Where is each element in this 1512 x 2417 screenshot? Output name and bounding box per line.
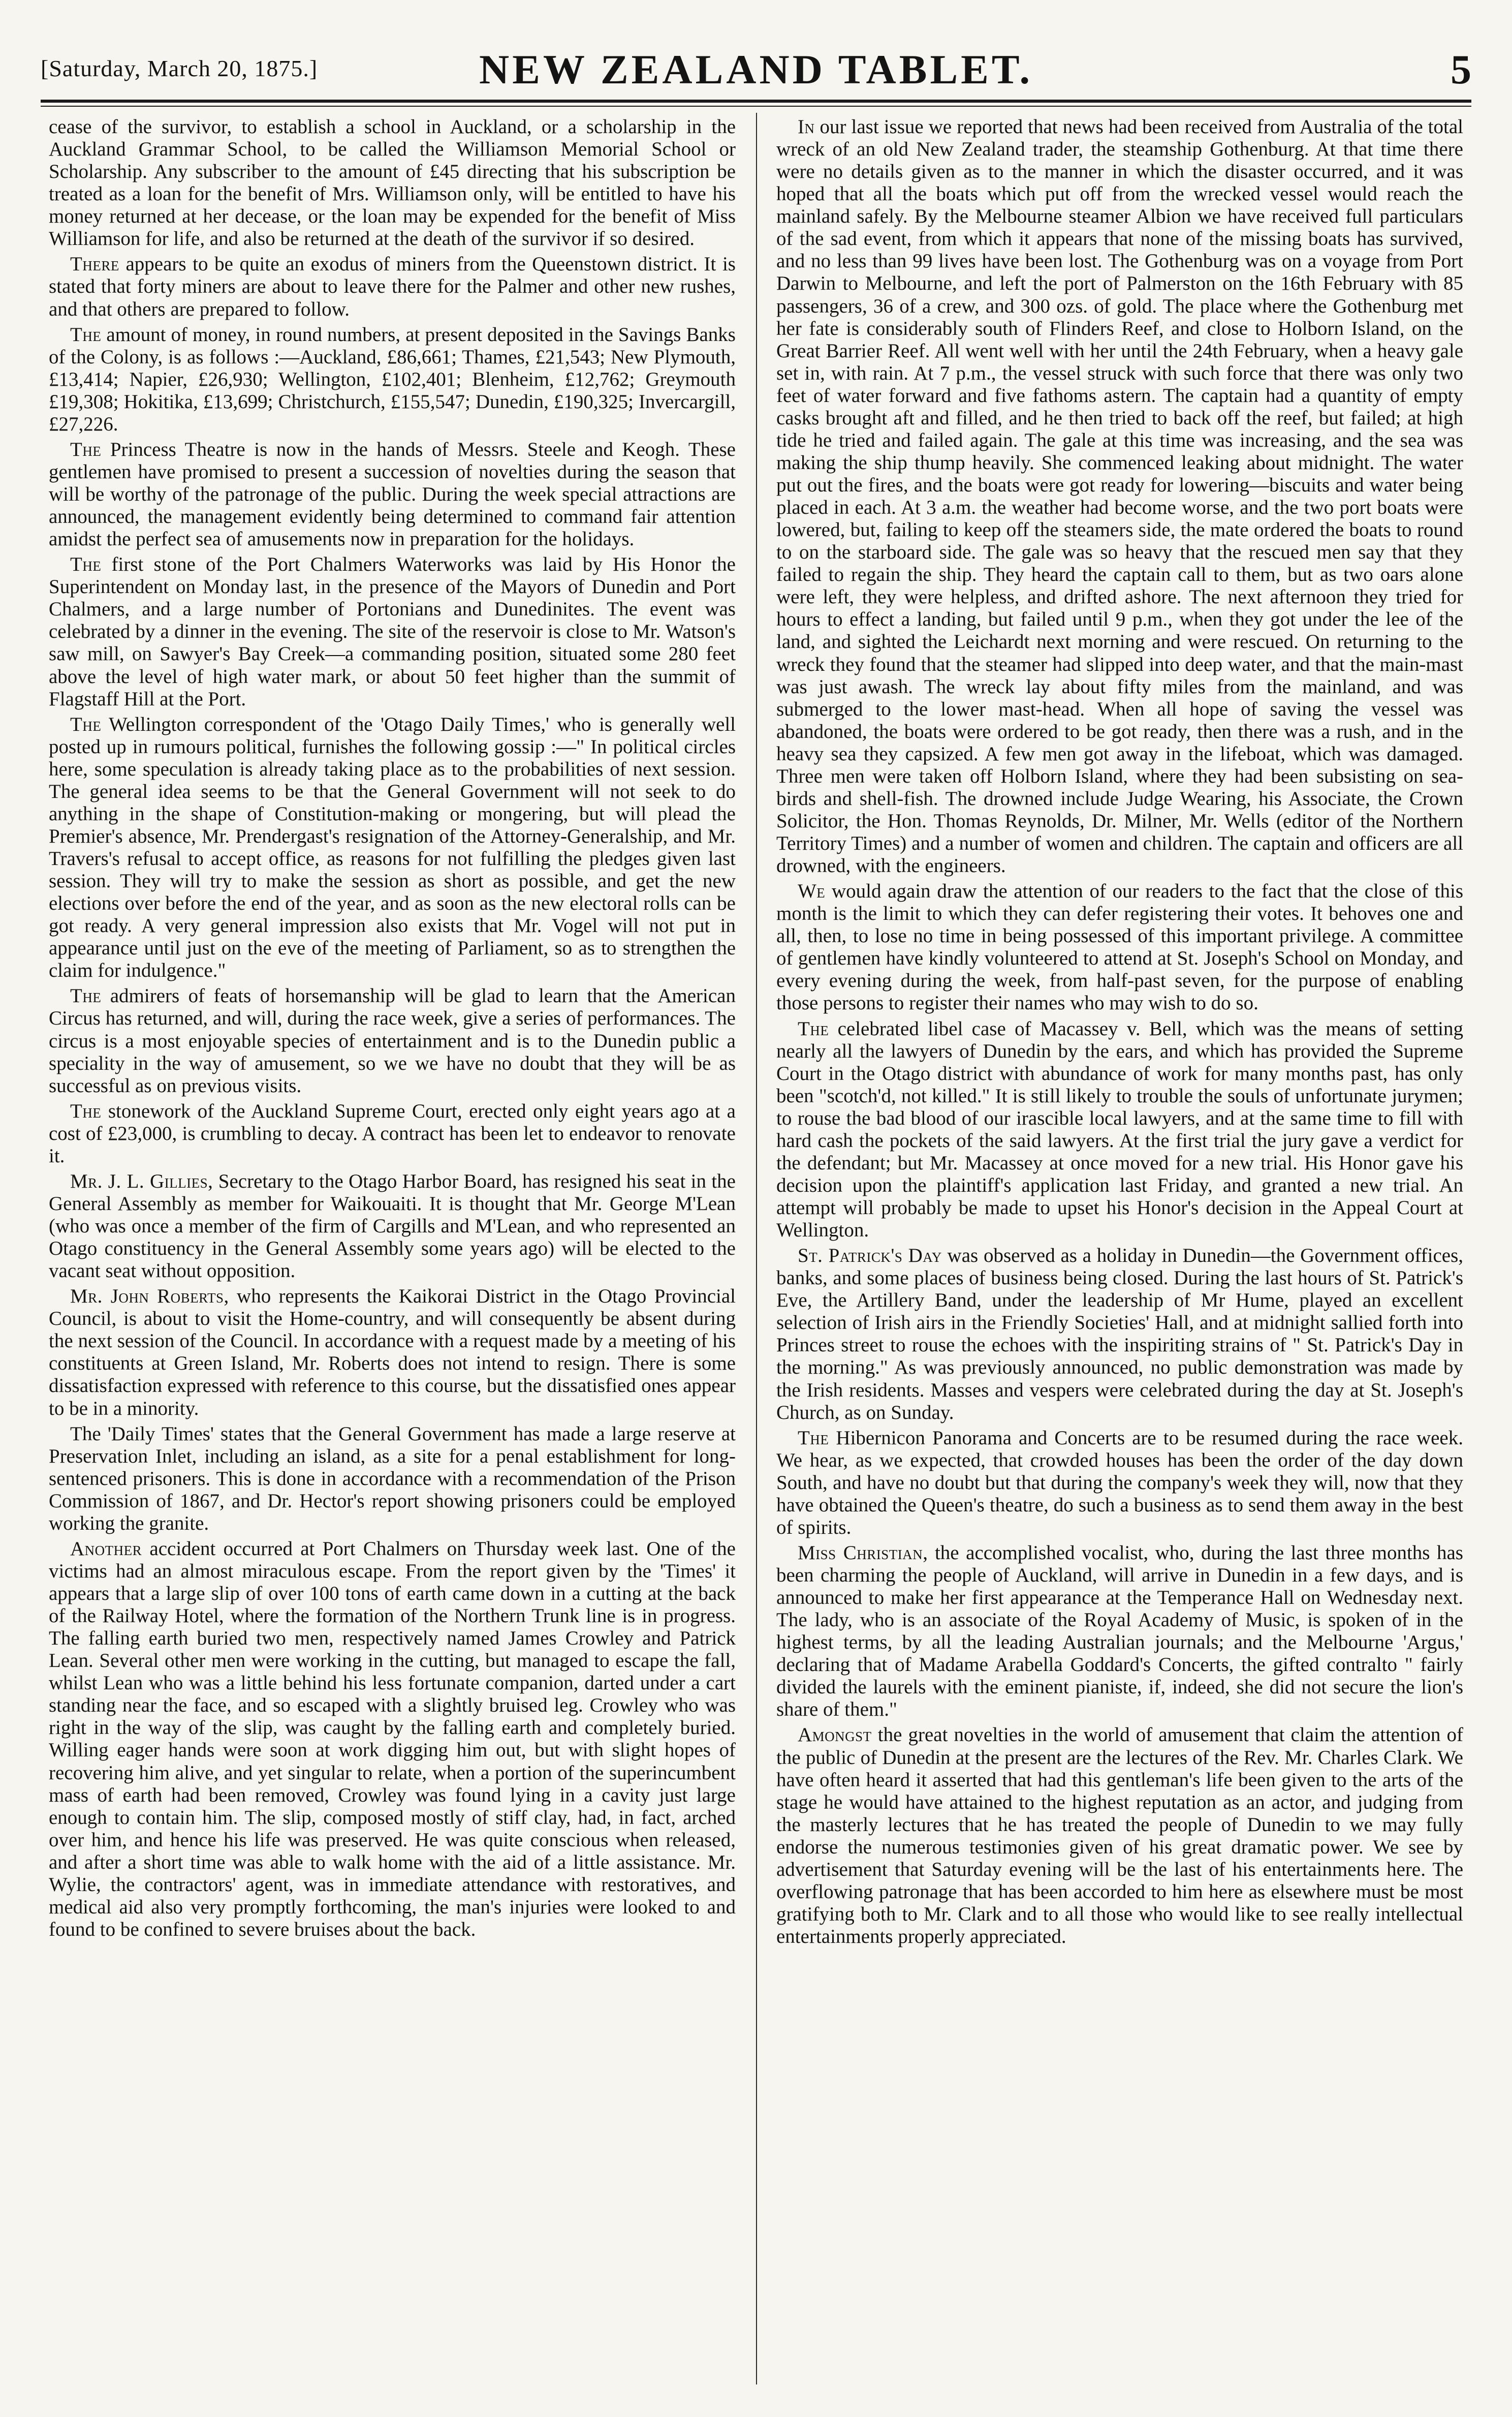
article-paragraph: [49, 324, 736, 436]
column-divider: [756, 113, 757, 2384]
article-paragraph: [49, 1285, 736, 1419]
paragraph-text: Hibernicon Panorama and Concerts are to be resumed during the race week. We hear, as we expected, that crowded houses has been the order of the day down South, and have no doubt but that during the company's week they will, now that they have obtained the Queen's theatre, do such a business as to send them away in the best of spirits.: [776, 1427, 1463, 1538]
paragraph-text: our last issue we reported that news had been received from Australia of the total wreck of an old New Zealand trader, the steamship Gothenburg. At that time there were no details given as to the manner in which the disaster occurred, and it was hoped that all the boats which put off from the wrecked vessel would reach the mainland safely. By the Melbourne steamer Albion we have received full particulars of the sad event, from which it appears that none of the missing boats has survived, and no less than 99 lives have been lost. The Gothenburg was on a voyage from Port Darwin to Melbourne, and left the port of Palmerston on the 16th February with 85 passengers, 36 of a crew, and 300 ozs. of gold. The place where the Gothenburg met her fate is considerably south of Flinders Reef, and close to Holborn Island, on the Great Barrier Reef. All went well with her until the 24th February, when a heavy gale set in, with rain. At 7 p.m., the vessel struck with such force that there was only two feet of water forward and five fathoms astern. The captain had a quantity of empty casks brought aft and filled, and he then tried to back off the reef, but failed; at high tide he tried and failed again. The gale at this time was increasing, and the sea was making the ship thump heavily. She commenced leaking about midnight. The water put out the fires, and the boats were got ready for lowering—biscuits and water being placed in each. At 3 a.m. the weather had become worse, and the two port boats were lowered, but, failing to keep off the steamers side, the mate ordered the boats to round to on the starboard side. The gale was so heavy that the rescued men say that they failed to regain the ship. They heard the captain call to them, but as two oars alone were left, they were helpless, and drifted ashore. The next afternoon they tried for hours to effect a landing, but failed until 9 p.m., when they got under the lee of the land, and sighted the Leichardt next morning and were rescued. On returning to the wreck they found that the steamer had slipped into deep water, and that the main-mast was just awash. The wreck lay about fifty miles from the mainland, and was submerged to the lower mast-head. When all hope of saving the vessel was abandoned, the boats were ordered to be got ready, then there was a rush, and in the heavy sea they capsized. A few men got away in the lifeboat, which was damaged. Three men were taken off Holborn Island, where they had been subsisting on sea-birds and shell-fish. The drowned include Judge Wearing, his Associate, the Crown Solicitor, the Hon. Thomas Reynolds, Dr. Milner, Mr. Wells (editor of the Northern Territory Times) and a number of women and children. The captain and officers are all drowned, with the engineers.: [776, 116, 1463, 877]
paragraph-lead: In: [798, 116, 815, 138]
paragraph-lead: We: [798, 880, 826, 903]
page-number: 5: [1451, 46, 1471, 92]
paragraph-lead: St. Patrick's Day: [798, 1245, 942, 1267]
newspaper-title: NEW ZEALAND TABLET.: [479, 46, 1033, 92]
article-paragraph: [49, 553, 736, 710]
article-paragraph: [776, 116, 1463, 877]
article-paragraph: [49, 1423, 736, 1535]
paragraph-lead: There: [70, 253, 119, 275]
header-rule-thin: [41, 106, 1471, 107]
header-rule: [41, 100, 1471, 103]
paragraph-text: admirers of feats of horsemanship will be glad to learn that the American Circus has returned, and will, during the race week, give a series of performances. The circus is a most enjoyable species of entertainment and is to the Dunedin public a speciality in the way of amusement, so we we have no doubt that they will be as successful as on previous visits.: [49, 985, 736, 1097]
article-paragraph: [49, 985, 736, 1097]
paragraph-text: accident occurred at Port Chalmers on Thursday week last. One of the victims had an almost miraculous escape. From the report given by the 'Times' it appears that a large slip of over 100 tons of earth came down in a cutting at the back of the Railway Hotel, where the formation of the Northern Trunk line is in progress. The falling earth buried two men, respectively named James Crowley and Patrick Lean. Several other men were working in the cutting, but managed to escape the fall, whilst Lean who was a little behind his less fortunate companion, darted under a cart standing near the face, and so escaped with a slightly bruised leg. Crowley who was right in the way of the slip, was caught by the falling earth and completely buried. Willing eager hands were soon at work digging him out, but with slight hopes of recovering him alive, and yet singular to relate, when a portion of the superincumbent mass of earth had been removed, Crowley was found lying in a cavity just large enough to contain him. The slip, composed mostly of stiff clay, had, in fact, arched over him, and hence his life was preserved. He was quite conscious when released, and after a short time was able to walk home with the aid of a little assistance. Mr. Wylie, the contractors' agent, was in immediate attendance with restoratives, and medical aid also very promptly forthcoming, the man's injuries were looked to and found to be confined to severe bruises about the back.: [49, 1537, 736, 1940]
paragraph-lead: Another: [70, 1537, 142, 1560]
paragraph-lead: The: [70, 1100, 102, 1122]
article-paragraph: [49, 1538, 736, 1941]
article-paragraph: [776, 880, 1463, 1014]
article-paragraph: [776, 1018, 1463, 1242]
article-paragraph: [49, 1170, 736, 1282]
paragraph-text: celebrated libel case of Macassey v. Bell, which was the means of setting nearly all the lawyers of Dunedin by the ears, and which has provided the Supreme Court in the Otago district with abundance of work for many months past, has only been "scotch'd, not killed." It is still likely to trouble the souls of unfortunate jurymen; to rouse the bad blood of our irascible local lawyers, and at the same time to fill with hard cash the pockets of the said lawyers. At the first trial the jury gave a verdict for the defendant; but Mr. Macassey at once moved for a new trial. His Honor gave his decision upon the plaintiff's application last Friday, and granted a new trial. An attempt will probably be made to upset his Honor's decision in the Appeal Court at Wellington.: [776, 1017, 1463, 1242]
paragraph-text: The 'Daily Times' states that the General Government has made a large reserve at Preservation Inlet, including an island, as a site for a penal establishment for long-sentenced prisoners. This is done in accordance with a recommendation of the Prison Commission of 1867, and Dr. Hector's report showing prisoners could be employed working the granite.: [49, 1422, 736, 1534]
paragraph-text: stonework of the Auckland Supreme Court, erected only eight years ago at a cost of £23,000, is crumbling to decay. A contract has been let to endeavor to renovate it.: [49, 1100, 736, 1167]
paragraph-text: Secretary to the Otago Harbor Board, has resigned his seat in the General Assembly as member for Waikouaiti. It is thought that Mr. George M'Lean (who was once a member of the firm of Cargills and M'Lean, and who represented an Otago constituency in the General Assembly some years ago) will be elected to the vacant seat without opposition.: [49, 1170, 736, 1282]
issue-date: [Saturday, March 20, 1875.]: [41, 55, 318, 81]
article-paragraph: [776, 1427, 1463, 1539]
paragraph-lead: The: [70, 985, 102, 1007]
paragraph-lead: The: [70, 713, 102, 735]
paragraph-text: Wellington correspondent of the 'Otago Daily Times,' who is generally well posted up in rumours political, furnishes the following gossip :—" In political circles here, some speculation is already taking place as to the probabilities of next session. The general idea seems to be that the General Government will not seek to do anything in the shape of Constitution-making or mongering, but will plead the Premier's absence, Mr. Prendergast's resignation of the Attorney-Generalship, and Mr. Travers's refusal to accept office, as reasons for not fulfilling the pledges given last session. They will try to make the session as short as possible, and get the new elections over before the end of the year, and as soon as the new electoral rolls can be got ready. A very general impression also exists that Mr. Vogel will not put in appearance until just on the eve of the meeting of Parliament, so as to strengthen the claim for indulgence.": [49, 713, 736, 982]
paragraph-lead: The: [70, 323, 102, 346]
left-column: [49, 116, 736, 1944]
paragraph-text: first stone of the Port Chalmers Waterworks was laid by His Honor the Superintendent on Monday last, in the presence of the Mayors of Dunedin and Port Chalmers, and a large number of Portonians and Dunedinites. The event was celebrated by a dinner in the evening. The site of the reservoir is close to Mr. Watson's saw mill, on Sawyer's Bay Creek—a commanding position, situated some 280 feet above the level of high water mark, or about 50 feet higher than the summit of Flagstaff Hill at the Port.: [49, 553, 736, 710]
article-paragraph: [49, 714, 736, 982]
article-paragraph: [49, 439, 736, 550]
paragraph-lead: The: [798, 1017, 829, 1040]
paragraph-text: was observed as a holiday in Dunedin—the Government offices, banks, and some places of business being closed. During the last hours of St. Patrick's Eve, the Artillery Band, under the leadership of Mr Hume, played an excellent selection of Irish airs in the Friendly Societies' Hall, and at midnight sallied forth into Princes street to rouse the echoes with the inspiriting strains of " St. Patrick's Day in the morning." As was previously announced, no public demonstration was made by the Irish residents. Masses and vespers were celebrated during the day at St. Joseph's Church, as on Sunday.: [776, 1245, 1464, 1423]
paragraph-lead: Miss Christian,: [798, 1541, 928, 1564]
paragraph-lead: The: [798, 1427, 829, 1449]
article-paragraph: [776, 1542, 1463, 1721]
article-paragraph: [49, 116, 736, 250]
paragraph-lead: Mr. J. L. Gillies,: [70, 1170, 213, 1192]
paragraph-lead: Amongst: [798, 1724, 872, 1746]
paragraph-lead: Mr. John Roberts,: [70, 1285, 229, 1308]
paragraph-text: appears to be quite an exodus of miners from the Queenstown district. It is stated that forty miners are about to leave there for the Palmer and other new rushes, and that others are prepared to follow.: [49, 253, 736, 320]
paragraph-lead: The: [70, 553, 102, 576]
paragraph-lead: The: [70, 438, 102, 460]
article-paragraph: [776, 1245, 1463, 1424]
paragraph-text: Princess Theatre is now in the hands of Messrs. Steele and Keogh. These gentlemen have promised to present a succession of novelties during the season that will be worthy of the patronage of the public. During the week special attractions are announced, the management evidently being determined to command fair attention amidst the perfect sea of amusements now in preparation for the holidays.: [49, 438, 736, 550]
paragraph-text: would again draw the attention of our readers to the fact that the close of this month is the limit to which they can defer registering their votes. It behoves one and all, then, to lose no time in being possessed of this important privilege. A committee of gentlemen have kindly volunteered to attend at St. Joseph's School on Monday, and every evening during the week, from half-past seven, for the purpose of enabling those persons to register their names who may wish to do so.: [776, 880, 1463, 1014]
masthead: [41, 46, 1471, 107]
paragraph-text: the great novelties in the world of amusement that claim the attention of the public of Dunedin at the present are the lectures of the Rev. Mr. Charles Clark. We have often heard it asserted that had this gentleman's life been given to the arts of the stage he would have attained to the highest reputation as an actor, and judging from the masterly lectures that he has treated the people of Dunedin to we may fully endorse the numerous testimonies given of his great dramatic power. We see by advertisement that Saturday evening will be the last of his entertainments here. The overflowing patronage that has been accorded to him here as elsewhere must be most gratifying both to Mr. Clark and to all those who would like to see really intellectual entertainments properly appreciated.: [776, 1724, 1463, 1947]
paragraph-text: amount of money, in round numbers, at present deposited in the Savings Banks of the Colony, is as follows :—Auckland, £86,661; Thames, £21,543; New Plymouth, £13,414; Napier, £26,930; Wellington, £102,401; Blenheim, £12,762; Greymouth £19,308; Hokitika, £13,699; Christchurch, £155,547; Dunedin, £190,325; Invercargill, £27,226.: [49, 323, 736, 435]
article-paragraph: [776, 1724, 1463, 1948]
paragraph-text: the accomplished vocalist, who, during the last three months has been charming the people of Auckland, will arrive in Dunedin in a few days, and is announced to make her first appearance at the Temperance Hall on Wednesday next. The lady, who is an associate of the Royal Academy of Music, is spoken of in the highest terms, by all the leading Australian journals; and the Melbourne 'Argus,' declaring that of Madame Arabella Goddard's Concerts, the gifted contralto " fairly divided the laurels with the eminent pianiste, if, indeed, she did not secure the lion's share of them.": [776, 1541, 1463, 1721]
article-paragraph: [49, 1100, 736, 1167]
paragraph-text: cease of the survivor, to establish a school in Auckland, or a scholarship in the Auckland Grammar School, to be called the Williamson Memorial School or Scholarship. Any subscriber to the amount of £45 directing that his subscription be treated as a loan for the benefit of Mrs. Williamson only, will be entitled to have his money returned at her decease, or the loan may be expended for the benefit of Miss Williamson for life, and also be returned at the death of the survivor if so desired.: [49, 116, 736, 250]
article-paragraph: [49, 253, 736, 320]
right-column: [776, 116, 1463, 1951]
paragraph-text: who represents the Kaikorai District in the Otago Provincial Council, is about to visit the Home-country, and will consequently be absent during the next session of the Council. In accordance with a request made by a meeting of his constituents at Green Island, Mr. Roberts does not intend to resign. There is some dissatisfaction expressed with reference to this course, but the dissatisfied ones appear to be in a minority.: [49, 1285, 736, 1419]
